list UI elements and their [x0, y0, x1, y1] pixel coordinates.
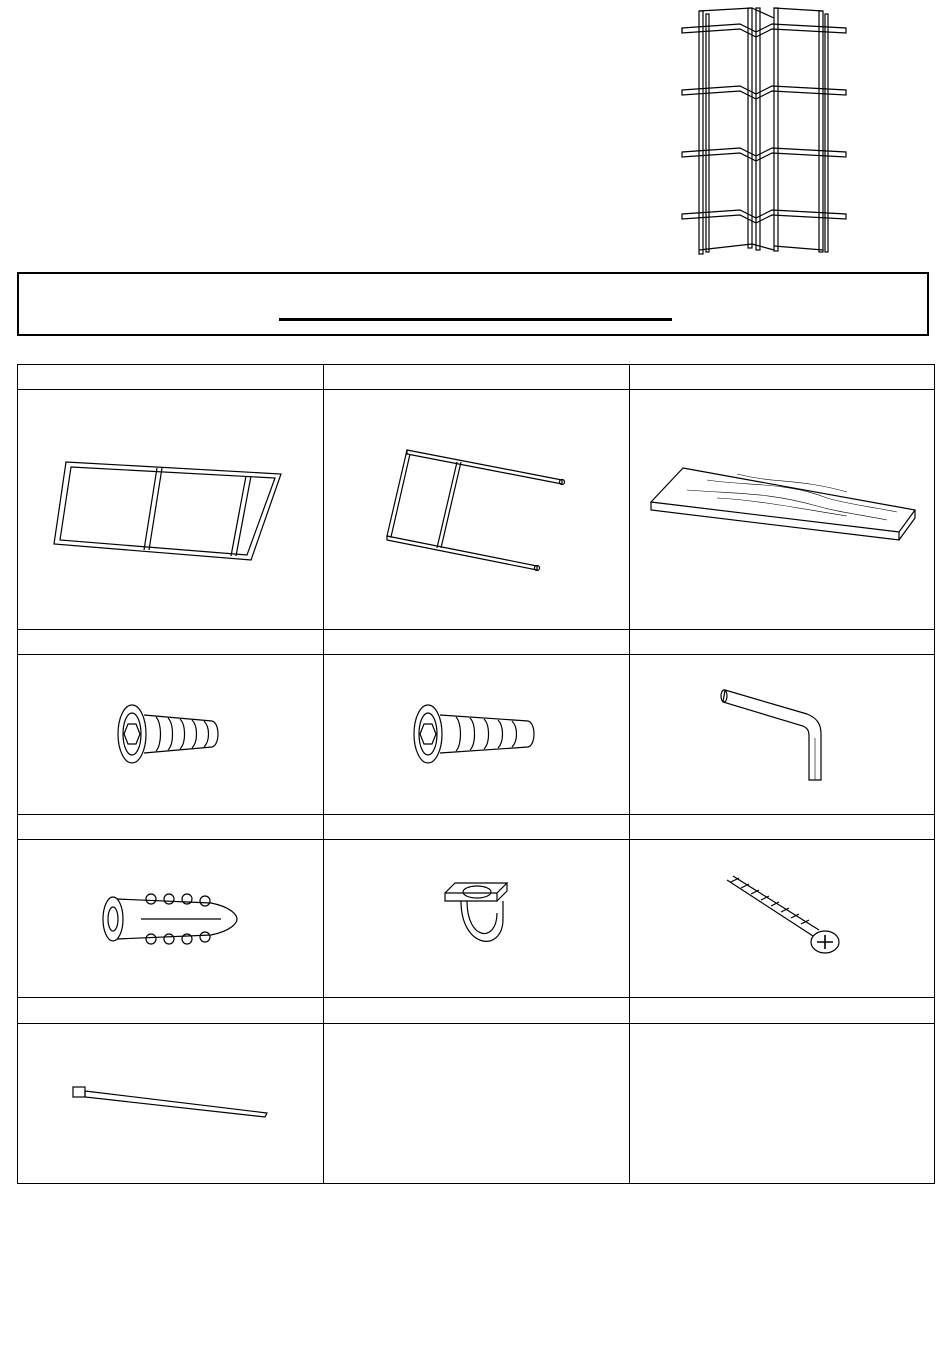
part-label — [18, 815, 324, 840]
short-hex-bolt-icon — [116, 699, 226, 769]
part-cell — [18, 654, 324, 814]
part-cell — [630, 390, 935, 629]
parts-label-row — [18, 629, 935, 654]
parts-label-row — [18, 365, 935, 390]
wood-screw-icon — [717, 874, 847, 964]
frame-panel-icon — [51, 454, 291, 564]
part-cell — [324, 654, 630, 814]
part-cell — [18, 390, 324, 629]
hardware-title-box — [17, 272, 929, 336]
allen-key-icon — [717, 684, 847, 784]
part-cell — [630, 840, 935, 998]
part-cell-empty — [324, 1023, 630, 1183]
part-label — [630, 629, 935, 654]
long-hex-bolt-icon — [412, 699, 542, 769]
part-cell — [324, 840, 630, 998]
title-underline — [279, 318, 672, 321]
part-cell-empty — [630, 1023, 935, 1183]
wood-shelf-icon — [647, 464, 917, 554]
part-cell — [18, 1023, 324, 1183]
part-label — [18, 365, 324, 390]
cable-tie-icon — [71, 1083, 271, 1123]
parts-image-row — [18, 1023, 935, 1183]
wall-bracket-icon — [437, 879, 517, 959]
part-label — [630, 365, 935, 390]
part-cell — [630, 654, 935, 814]
parts-list-table — [17, 364, 935, 1184]
part-label — [324, 998, 630, 1023]
corner-shelf-illustration — [678, 6, 850, 256]
parts-label-row — [18, 998, 935, 1023]
side-frame-icon — [377, 444, 577, 574]
parts-label-row — [18, 815, 935, 840]
part-label — [630, 815, 935, 840]
wall-anchor-icon — [101, 889, 241, 949]
parts-image-row — [18, 840, 935, 998]
part-label — [324, 365, 630, 390]
part-label — [630, 998, 935, 1023]
parts-image-row — [18, 654, 935, 814]
parts-image-row — [18, 390, 935, 629]
part-label — [324, 815, 630, 840]
part-label — [18, 629, 324, 654]
part-label — [324, 629, 630, 654]
part-cell — [324, 390, 630, 629]
part-cell — [18, 840, 324, 998]
part-label — [18, 998, 324, 1023]
